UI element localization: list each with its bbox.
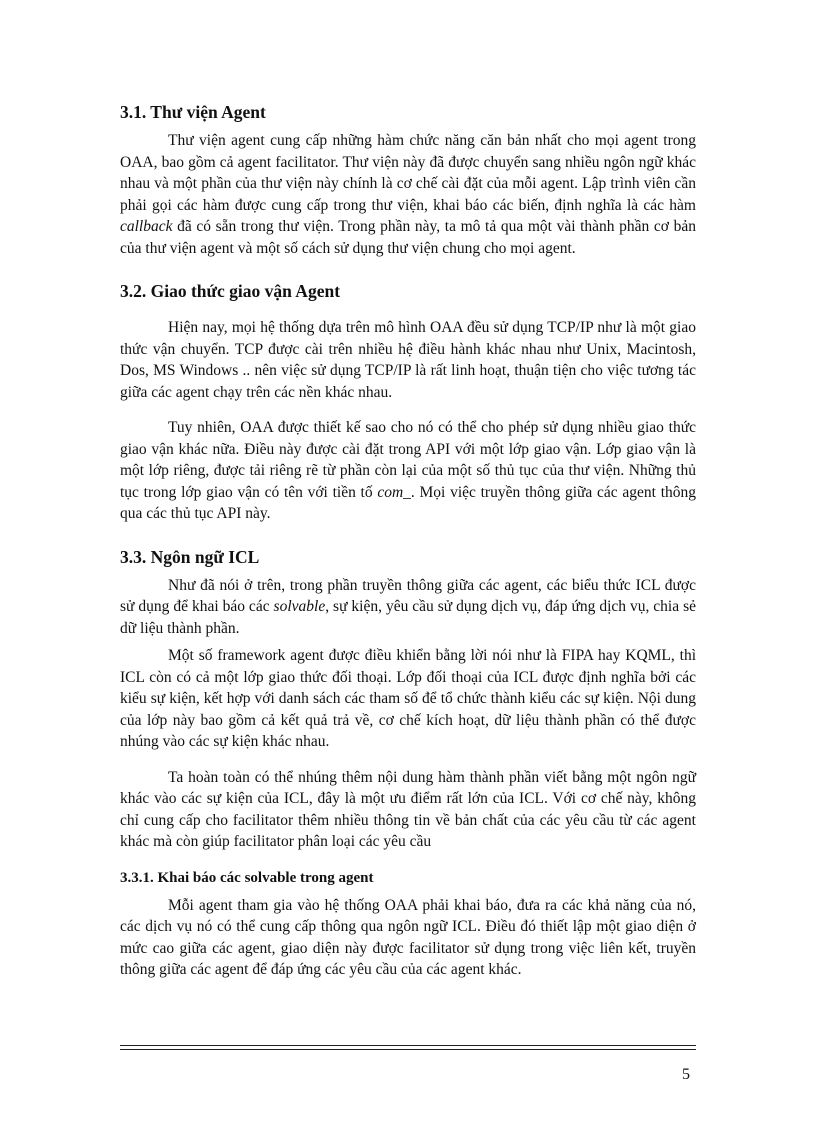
document-page [120,100,696,981]
footer-rule-top [120,1045,696,1046]
paragraph: Mỗi agent tham gia vào hệ thống OAA phải khai báo, đưa ra các khả năng của nó, các dịch vụ nó có thể cung cấp thông qua ngôn ngữ ICL. Điều đó thiết lập một giao diện ở mức cao giữa các agent, giao diện này được facilitator sử dụng trong việc liên kết, truyền thông giữa các agent để đáp ứng các yêu cầu của các agent khác. [120,896,696,978]
paragraph: Ta hoàn toàn có thể nhúng thêm nội dung hàm thành phần viết bằng một ngôn ngữ khác vào các sự kiện của ICL, đây là một ưu điểm rất lớn của ICL. Với cơ chế này, không chỉ cung cấp cho facilitator thêm nhiều thông tin về bản chất của các yêu cầu từ các agent khác mà còn giúp facilitator phân loại các yêu cầu [120,768,696,850]
paragraph: Tuy nhiên, OAA được thiết kế sao cho nó có thể cho phép sử dụng nhiều giao thức giao vận khác nữa. Điều này được cài đặt trong API với một lớp giao vận. Lớp giao vận là một lớp riêng, được tải riêng rẽ từ phần còn lại của một số thủ tục của thư viện. Những thủ tục trong lớp giao vận có tên với tiền tố com_. Mọi việc truyền thông giữa các agent thông qua các thủ tục API này. [120,419,697,522]
footer-rule-bottom [120,1049,696,1050]
section-heading-3-1: 3.1. Thư viện Agent [120,102,266,122]
section-heading-3-3-1: 3.3.1. Khai báo các solvable trong agent [120,869,374,886]
paragraph: Thư viện agent cung cấp những hàm chức năng căn bản nhất cho mọi agent trong OAA, bao gồm cả agent facilitator. Thư viện này đã được chuyển sang nhiều ngôn ngữ khác nhau và một phần của thư viện này chính là cơ chế cài đặt của mỗi agent. Lập trình viên cần phải gọi các hàm được cung cấp trong thư viện, khai báo các biến, định nghĩa là các hàm callback đã có sẵn trong thư viện. Trong phần này, ta mô tả qua một vài thành phần cơ bản của thư viện agent và một số cách sử dụng thư viện chung cho mọi agent. [120,132,696,257]
page-number: 5 [682,1066,690,1083]
paragraph: Một số framework agent được điều khiển bằng lời nói như là FIPA hay KQML, thì ICL còn có cả một lớp giao thức đối thoại. Lớp đối thoại của ICL được định nghĩa bởi các kiểu sự kiện, kết hợp với danh sách các tham số để tổ chức thành kiểu các sự kiện. Nội dung của lớp này bao gồm cả kết quả trả về, cơ chế kích hoạt, dữ liệu thành phần có thể được nhúng vào các sự kiện khác nhau. [120,647,696,750]
section-heading-3-3: 3.3. Ngôn ngữ ICL [120,546,260,567]
paragraph: Như đã nói ở trên, trong phần truyền thông giữa các agent, các biểu thức ICL được sử dụng để khai báo các solvable, sự kiện, yêu cầu sử dụng dịch vụ, đáp ứng dịch vụ, chia sẻ dữ liệu thành phần. [120,576,696,637]
section-heading-3-2: 3.2. Giao thức giao vận Agent [120,281,341,301]
paragraph: Hiện nay, mọi hệ thống dựa trên mô hình OAA đều sử dụng TCP/IP như là một giao thức vận chuyển. TCP được cài trên nhiều hệ điều hành khác nhau như Unix, Macintosh, Dos, MS Windows .. nên việc sử dụng TCP/IP là rất linh hoạt, thuận tiện cho việc tương tác giữa các agent chạy trên các nền khác nhau. [120,319,696,401]
